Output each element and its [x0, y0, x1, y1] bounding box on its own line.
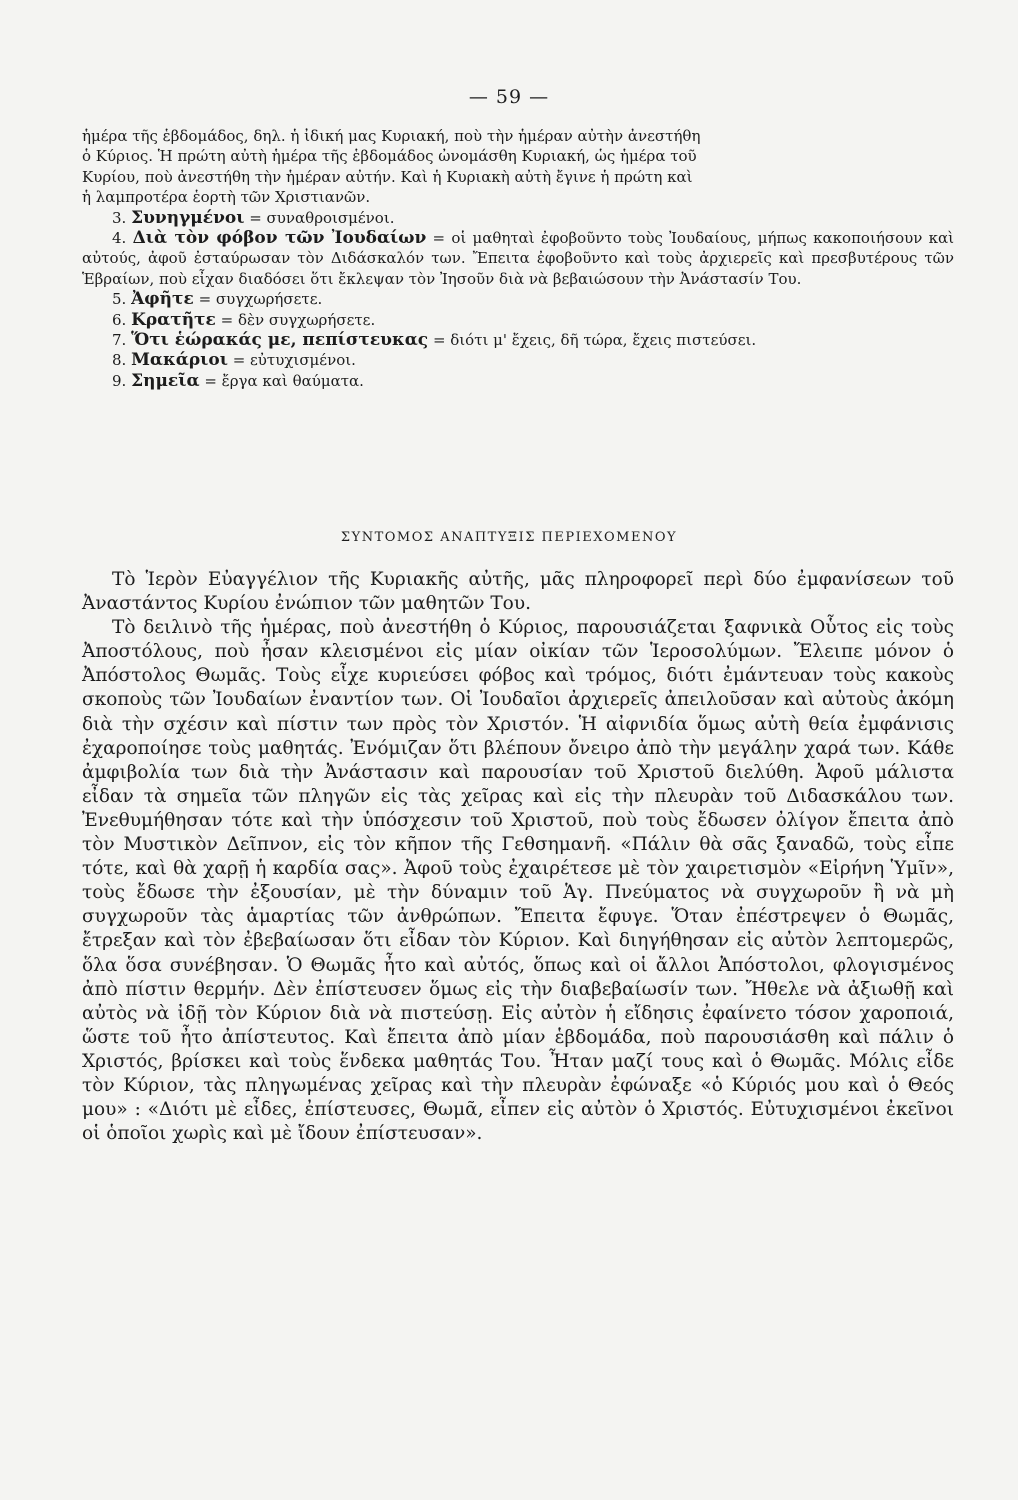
- footnotes-section: [82, 126, 954, 391]
- intro-line: ἡ λαμπροτέρα ἑορτὴ τῶν Χριστιανῶν.: [82, 188, 371, 207]
- note-number: 7.: [112, 331, 127, 350]
- note-6: [82, 310, 954, 330]
- note-term: Συνηγμένοι: [131, 207, 245, 228]
- note-5: [82, 289, 954, 309]
- note-definition: = ἔργα καὶ θαύματα.: [204, 371, 364, 390]
- note-number: 5.: [112, 290, 127, 309]
- paragraph: Τὸ Ἱερὸν Εὐαγγέλιον τῆς Κυριακῆς αὐτῆς, μᾶς πληροφορεῖ περὶ δύο ἐμφανίσεων τοῦ Ἀναστάντος Κυρίου ἐνώπιον τῶν μαθητῶν Του.: [82, 569, 954, 615]
- note-term: Διὰ τὸν φόβον τῶν Ἰουδαίων: [132, 228, 427, 249]
- note-definition: = συγχωρήσετε.: [198, 290, 323, 309]
- note-number: 9.: [112, 371, 127, 390]
- note-7: [82, 330, 954, 350]
- section-heading: ΣΥΝΤΟΜΟΣ ΑΝΑΠΤΥΞΙΣ ΠΕΡΙΕΧΟΜΕΝΟΥ: [340, 530, 678, 545]
- note-term: Μακάριοι: [131, 350, 228, 371]
- paragraph: Τὸ δειλινὸ τῆς ἡμέρας, ποὺ ἀνεστήθη ὁ Κύριος, παρουσιάζεται ξαφνικὰ Οὗτος εἰς τοὺς Ἀποστόλους, ποὺ ἦσαν κλεισμένοι εἰς μίαν οἰκίαν τῶν Ἱεροσολύμων. Ἔλειπε μόνον ὁ Ἀπόστολος Θωμᾶς. Τοὺς εἶχε κυριεύσει φόβος καὶ τρόμος, διότι ἐμάντευαν τοὺς κακοὺς σκοποὺς τῶν Ἰουδαίων ἐναντίον των. Οἱ Ἰουδαῖοι ἀρχιερεῖς ἀπειλοῦσαν καὶ αὐτοὺς ἀκόμη διὰ τὴν σχέσιν καὶ πίστιν των πρὸς τὸν Χριστόν. Ἡ αἰφνιδία ὅμως αὐτὴ θεία ἐμφάνισις ἐχαροποίησε τοὺς μαθητάς. Ἐνόμιζαν ὅτι βλέπουν ὄνειρο ἀπὸ τὴν μεγάλην χαρά των. Κάθε ἀμφιβολία των διὰ τὴν Ἀνάστασιν καὶ παρουσίαν τοῦ Χριστοῦ διελύθη. Ἀφοῦ μάλιστα εἶδαν τὰ σημεῖα τῶν πληγῶν εἰς τὰς χεῖρας καὶ εἰς τὴν πλευρὰν τοῦ Διδασκάλου των. Ἐνεθυμήθησαν τότε καὶ τὴν ὑπόσχεσιν τοῦ Χριστοῦ, ποὺ τοὺς ἔδωσεν ὀλίγον ἔπειτα ἀπὸ τὸν Μυστικὸν Δεῖπνον, εἰς τὸν κῆπον τῆς Γεθσημανῆ. «Πάλιν θὰ σᾶς ξαναδῶ, τοὺς εἶπε τότε, καὶ θὰ χαρῇ ἡ καρδία σας». Ἀφοῦ τοὺς ἐχαιρέτεσε μὲ τὸν χαιρετισμὸν «Εἰρήνη Ὑμῖν», τοὺς ἔδωσε τὴν ἐξουσίαν, μὲ τὴν δύναμιν τοῦ Ἁγ. Πνεύματος νὰ συγχωροῦν ἢ νὰ μὴ συγχωροῦν τὰς ἁμαρτίας τῶν ἀνθρώπων. Ἔπειτα ἔφυγε. Ὅταν ἐπέστρεψεν ὁ Θωμᾶς, ἔτρεξαν καὶ τὸν ἐβεβαίωσαν ὅτι εἶδαν τὸν Κύριον. Καὶ διηγήθησαν εἰς αὐτὸν λεπτομερῶς, ὅλα ὅσα συνέβησαν. Ὁ Θωμᾶς ἦτο καὶ αὐτός, ὅπως καὶ οἱ ἄλλοι Ἀπόστολοι, φλογισμένος ἀπὸ πίστιν θερμήν. Δὲν ἐπίστευσεν ὅμως εἰς τὴν διαβεβαίωσίν των. Ἤθελε νὰ ἀξιωθῇ καὶ αὐτὸς νὰ ἰδῇ τὸν Κύριον διὰ νὰ πιστεύσῃ. Εἰς αὐτὸν ἡ εἴδησις ἐφαίνετο τόσον χαροποιά, ὥστε τοῦ ἦτο ἀπίστευτος. Καὶ ἔπειτα ἀπὸ μίαν ἑβδομάδα, ποὺ παρουσιάσθη καὶ πάλιν ὁ Χριστός, βρίσκει καὶ τοὺς ἕνδεκα μαθητάς Του. Ἦταν μαζί τους καὶ ὁ Θωμᾶς. Μόλις εἶδε τὸν Κύριον, τὰς πληγωμένας χεῖρας καὶ τὴν πλευρὰν ἐφώναξε «ὁ Κύριός μου καὶ ὁ Θεός μου» : «Διότι μὲ εἶδες, ἐπίστευσες, Θωμᾶ, εἶπεν εἰς αὐτὸν ὁ Χριστός. Εὐτυχισμένοι ἐκεῖνοι οἱ ὁποῖοι χωρὶς καὶ μὲ ἴδουν ἐπίστευσαν».: [82, 617, 954, 1145]
- intro-line: ὁ Κύριος. Ἡ πρώτη αὐτὴ ἡμέρα τῆς ἑβδομάδος ὠνομάσθη Κυριακή, ὡς ἡμέρα τοῦ: [82, 147, 697, 166]
- intro-line: ἡμέρα τῆς ἑβδομάδος, δηλ. ἡ ἰδική μας Κυριακή, ποὺ τὴν ἡμέραν αὐτὴν ἀνεστήθη: [82, 127, 701, 145]
- note-3: [82, 208, 954, 228]
- note-number: 8.: [112, 351, 127, 370]
- intro-line: Κυρίου, ποὺ ἀνεστήθη τὴν ἡμέραν αὐτήν. Καὶ ἡ Κυριακὴ αὐτὴ ἔγινε ἡ πρώτη καὶ: [82, 167, 693, 186]
- main-text: [82, 568, 954, 1146]
- note-definition: = οἱ μαθηταὶ ἐφοβοῦντο τοὺς Ἰουδαίους, μήπως κακοποιήσουν καὶ αὐτούς, ἀφοῦ ἐσταύρωσαν τὸν Διδάσκαλόν των. Ἔπειτα ἐφοβοῦντο καὶ τοὺς ἀρχιερεῖς καὶ πρεσβυτέρους τῶν Ἑβραίων, ποὺ εἶχαν διαδόσει ὅτι ἔκλεψαν τὸν Ἰησοῦν διὰ νὰ βεβαιώσουν τὴν Ἀνάστασίν Του.: [82, 229, 954, 288]
- note-definition: = δὲν συγχωρήσετε.: [220, 310, 376, 329]
- note-4: [82, 228, 954, 289]
- note-term: Ὅτι ἑώρακάς με, πεπίστευκας: [131, 330, 429, 351]
- note-number: 4.: [112, 229, 127, 248]
- note-term: Σημεῖα: [131, 370, 200, 391]
- note-number: 3.: [112, 208, 127, 227]
- note-9: [82, 371, 954, 391]
- note-definition: = συναθροισμένοι.: [249, 208, 395, 227]
- note-number: 6.: [112, 310, 127, 329]
- note-definition: = εὐτυχισμένοι.: [232, 351, 356, 370]
- page-number: — 59 —: [468, 86, 550, 108]
- note-term: Ἀφῆτε: [131, 289, 194, 310]
- note-definition: = διότι μ' ἔχεις, δῆ τώρα, ἔχεις πιστεύσει.: [432, 331, 757, 350]
- note-8: [82, 350, 954, 370]
- note-term: Κρατῆτε: [131, 309, 216, 330]
